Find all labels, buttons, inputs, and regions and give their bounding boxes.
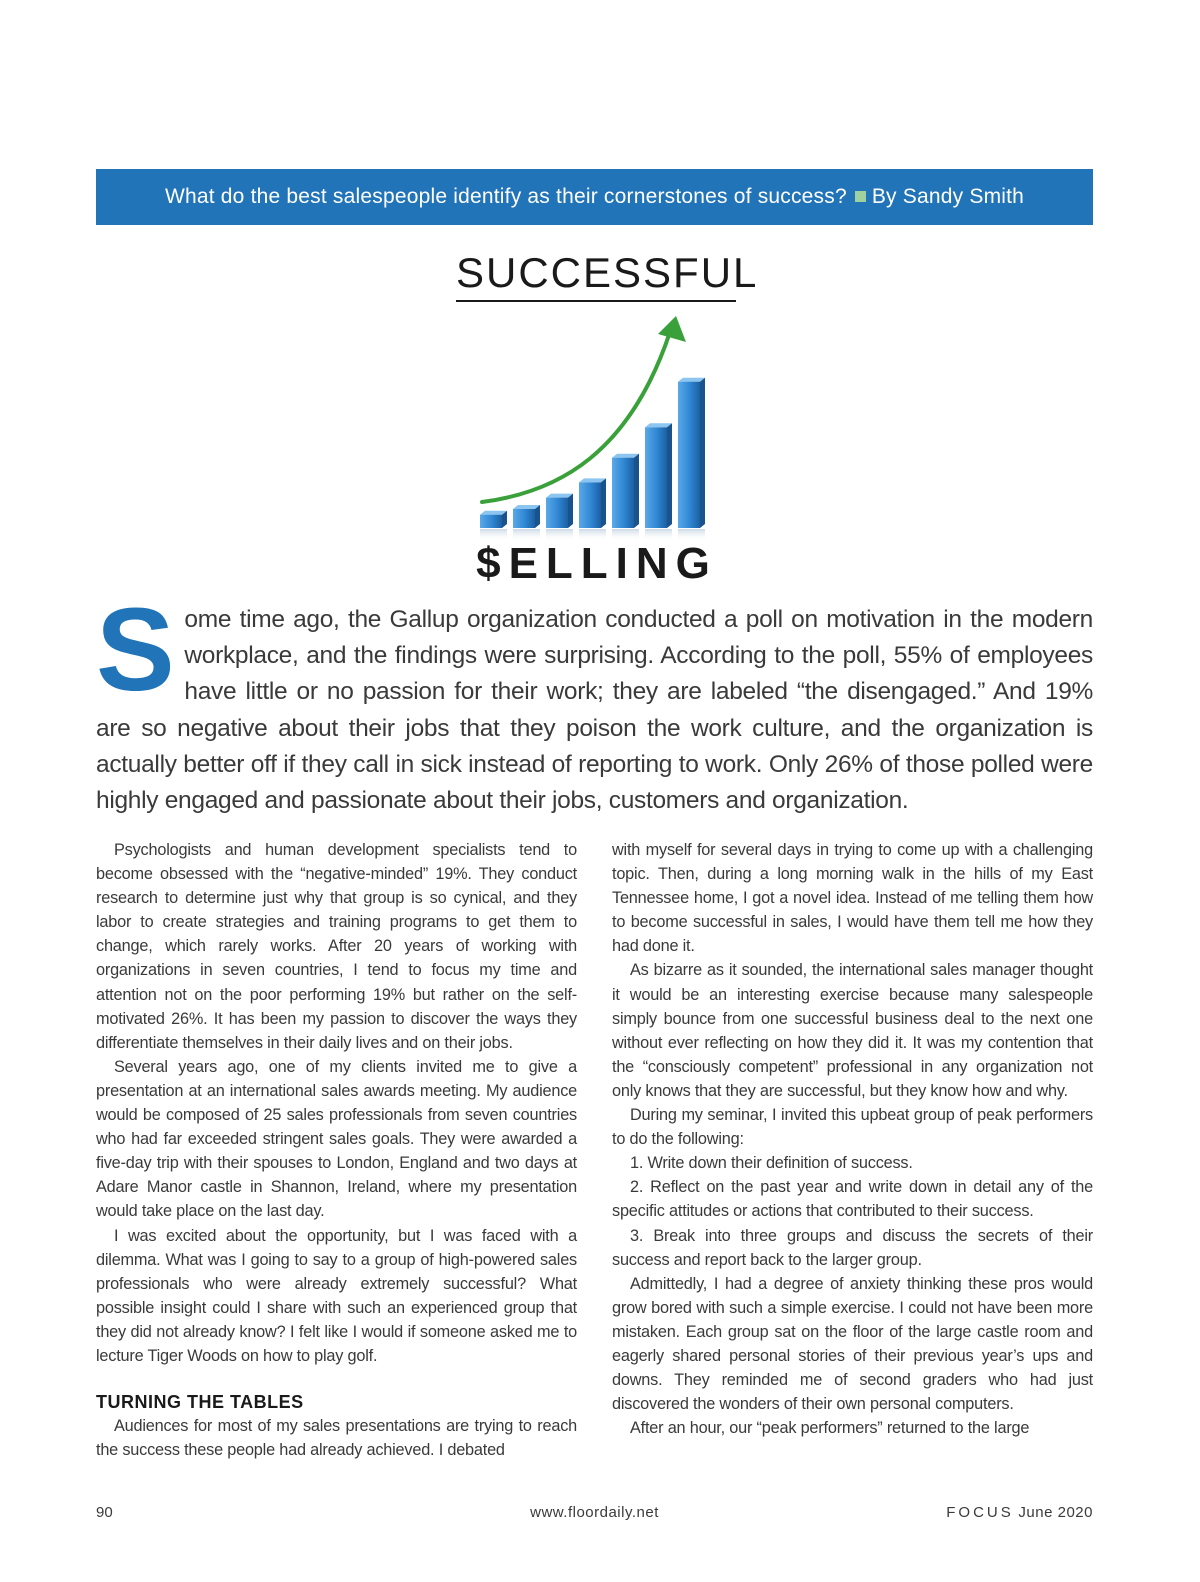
issue-date: June 2020	[1018, 1504, 1093, 1521]
chart-bar-side	[601, 478, 606, 528]
lead-text: ome time ago, the Gallup organization conducted a poll on motivation in the modern workplace, and the findings were surprising. According to the poll, 55% of employees have little or no passion for their work; they are labeled “the disengaged.” And 19% are so negative about their jobs that they poison the work culture, and the organization is actually better off if they call in sick instead of reporting to work. Only 26% of those polled were highly engaged and passionate about their jobs, customers and organization.	[96, 606, 1093, 815]
list-item: 2. Reflect on the past year and write down in detail any of the specific attitudes or actions that contributed to their success.	[612, 1178, 1093, 1221]
chart-bar	[513, 509, 535, 528]
right-column	[612, 838, 1093, 1440]
body-paragraph: Audiences for most of my sales presentations are trying to reach the success these people had already achieved. I debated	[96, 1417, 577, 1460]
section-heading: TURNING THE TABLES	[96, 1392, 304, 1413]
byline: By Sandy Smith	[871, 185, 1025, 208]
chart-bar	[480, 515, 502, 528]
drop-cap: S	[96, 584, 175, 716]
chart-bar	[546, 498, 568, 528]
title-selling: $ELLING	[476, 539, 718, 588]
left-column	[96, 838, 577, 1462]
chart-bar-side	[568, 494, 573, 528]
chart-bar	[645, 427, 667, 528]
title-successful: SUCCESSFUL	[456, 248, 736, 302]
body-paragraph: I was excited about the opportunity, but I was faced with a dilemma. What was I going to say to a group of high-powered sales professionals who were already extremely successful? What possible insight could I share with such an experienced group that they did not already know? I felt like I would if someone asked me to lecture Tiger Woods on how to play golf.	[96, 1226, 577, 1365]
chart-bar-side	[700, 378, 705, 528]
list-item: 3. Break into three groups and discuss the secrets of their success and report back to the larger group.	[612, 1226, 1093, 1269]
page-footer	[96, 1504, 1093, 1526]
magazine-name: FOCUS	[946, 1504, 1014, 1521]
chart-bar-side	[667, 423, 672, 528]
lead-paragraph	[96, 584, 1093, 819]
chart-bar	[678, 382, 700, 528]
banner-question: What do the best salespeople identify as their cornerstones of success?	[164, 185, 847, 208]
body-paragraph: After an hour, our “peak performers” returned to the large	[630, 1419, 1030, 1438]
body-paragraph: During my seminar, I invited this upbeat group of peak performers to do the following:	[612, 1106, 1093, 1149]
body-paragraph: Several years ago, one of my clients invited me to give a presentation at an international sales awards meeting. My audience would be composed of 25 sales professionals from seven countries who had far exceeded stringent sales goals. They were awarded a five-day trip with their spouses to London, England and two days at Adare Manor castle in Shannon, Ireland, where my presentation would take place on the last day.	[96, 1057, 577, 1221]
magazine-issue	[946, 1504, 1093, 1521]
website-url[interactable]: www.floordaily.net	[530, 1504, 659, 1521]
list-item: 1. Write down their definition of success.	[630, 1154, 913, 1173]
chart-bars	[480, 378, 705, 541]
rising-bar-chart-with-arrow-icon	[470, 312, 720, 544]
page-number: 90	[96, 1504, 113, 1521]
chart-bar-side	[535, 505, 540, 528]
article-banner	[96, 169, 1093, 225]
body-paragraph: As bizarre as it sounded, the international sales manager thought it would be an interesting exercise because many salespeople simply bounce from one successful business deal to the next one without ever reflecting on how they did it. It was my contention that the “consciously competent” professional in any organization not only knows that they are successful, but they know how and why.	[612, 961, 1093, 1100]
rising-arrow	[482, 332, 670, 502]
chart-bar-side	[634, 454, 639, 528]
body-paragraph: Psychologists and human development specialists tend to become obsessed with the “negative-minded” 19%. They conduct research to determine just why that group is so cynical, and they labor to create strategies and training programs to get them to change, which rarely works. After 20 years of working with organizations in seven countries, I tend to focus my time and attention not on the poor performing 19% but rather on the self-motivated 26%. It has been my passion to discover the ways they differentiate themselves in their daily lives and on their jobs.	[96, 841, 577, 1052]
chart-bar	[579, 482, 601, 528]
arrow-head-icon	[658, 316, 686, 342]
body-paragraph: Admittedly, I had a degree of anxiety thinking these pros would grow bored with such a simple exercise. I could not have been more mistaken. Each group sat on the floor of the large castle room and eagerly shared personal stories of their previous year’s ups and downs. They reminded me of second graders who had just discovered the wonders of their own personal computers.	[612, 1274, 1093, 1414]
body-paragraph: with myself for several days in trying to come up with a challenging topic. Then, during a long morning walk in the hills of my East Tennessee home, I got a novel idea. Instead of me telling them how to become successful in sales, I would have them tell me how they had done it.	[612, 841, 1093, 956]
square-bullet-icon	[855, 191, 866, 202]
chart-bar	[612, 458, 634, 528]
